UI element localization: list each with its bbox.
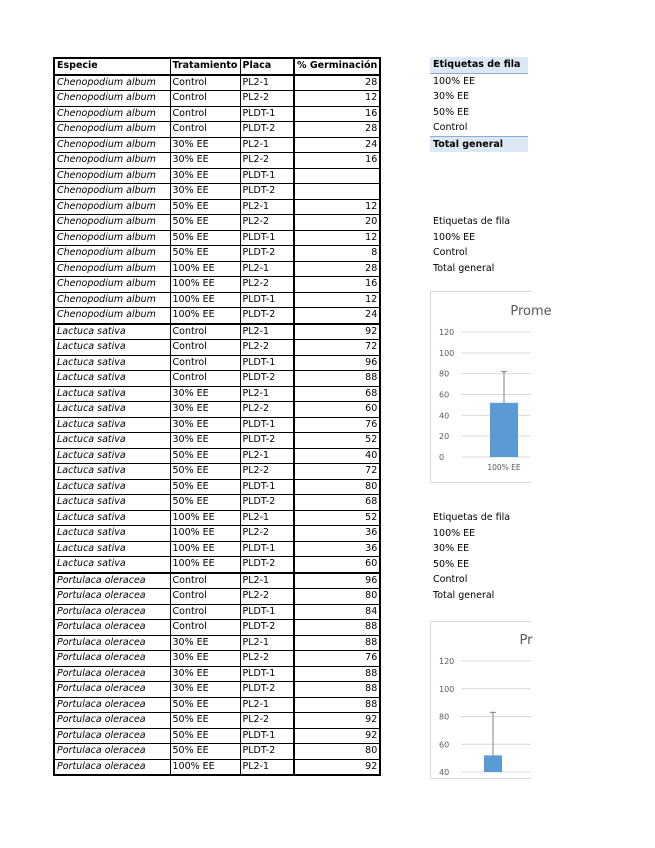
pivot3-item[interactable]: Control bbox=[433, 574, 468, 585]
chart-2-svg bbox=[431, 622, 531, 778]
cell-tratamiento[interactable]: Control bbox=[170, 620, 240, 636]
cell-tratamiento[interactable]: Control bbox=[170, 371, 240, 387]
cell-tratamiento[interactable]: 100% EE bbox=[170, 308, 240, 324]
cell-tratamiento[interactable]: 50% EE bbox=[170, 728, 240, 744]
cell-placa[interactable]: PL2-2 bbox=[240, 402, 294, 418]
cell-placa[interactable]: PL2-2 bbox=[240, 651, 294, 667]
cell-germinacion[interactable]: 36 bbox=[294, 541, 380, 557]
cell-tratamiento[interactable]: Control bbox=[170, 355, 240, 371]
cell-placa[interactable]: PL2-1 bbox=[240, 386, 294, 402]
cell-especie[interactable]: Chenopodium album bbox=[54, 137, 170, 153]
cell-tratamiento[interactable]: 30% EE bbox=[170, 168, 240, 184]
cell-tratamiento[interactable]: 50% EE bbox=[170, 495, 240, 511]
cell-tratamiento[interactable]: 50% EE bbox=[170, 215, 240, 231]
average-chart-1[interactable] bbox=[430, 291, 552, 483]
cell-placa[interactable]: PLDT-2 bbox=[240, 557, 294, 573]
cell-germinacion[interactable]: 92 bbox=[294, 713, 380, 729]
cell-tratamiento[interactable]: 100% EE bbox=[170, 526, 240, 542]
cell-tratamiento[interactable]: 30% EE bbox=[170, 666, 240, 682]
table-row bbox=[54, 324, 380, 340]
cell-germinacion[interactable] bbox=[294, 184, 380, 200]
cell-placa[interactable]: PLDT-2 bbox=[240, 620, 294, 636]
cell-placa[interactable]: PL2-2 bbox=[240, 215, 294, 231]
cell-tratamiento[interactable]: 100% EE bbox=[170, 759, 240, 775]
chart-1-svg bbox=[431, 292, 552, 482]
cell-germinacion[interactable]: 72 bbox=[294, 340, 380, 356]
cell-especie[interactable]: Portulaca oleracea bbox=[54, 682, 170, 698]
cell-germinacion[interactable]: 68 bbox=[294, 386, 380, 402]
cell-placa[interactable]: PL2-1 bbox=[240, 759, 294, 775]
cell-especie[interactable]: Portulaca oleracea bbox=[54, 666, 170, 682]
cell-tratamiento[interactable]: 30% EE bbox=[170, 184, 240, 200]
cell-especie[interactable]: Chenopodium album bbox=[54, 106, 170, 122]
cell-placa[interactable]: PLDT-1 bbox=[240, 417, 294, 433]
cell-placa[interactable]: PLDT-1 bbox=[240, 106, 294, 122]
cell-especie[interactable]: Chenopodium album bbox=[54, 184, 170, 200]
cell-germinacion[interactable]: 36 bbox=[294, 526, 380, 542]
pivot3-item[interactable]: 30% EE bbox=[433, 543, 470, 554]
table-row bbox=[54, 386, 380, 402]
table-row bbox=[54, 541, 380, 557]
pivot3-total[interactable]: Total general bbox=[433, 589, 495, 601]
cell-especie[interactable]: Portulaca oleracea bbox=[54, 604, 170, 620]
cell-especie[interactable]: Chenopodium album bbox=[54, 292, 170, 308]
cell-germinacion[interactable]: 24 bbox=[294, 308, 380, 324]
cell-especie[interactable]: Lactuca sativa bbox=[54, 541, 170, 557]
cell-germinacion[interactable]: 88 bbox=[294, 635, 380, 651]
cell-placa[interactable]: PL2-1 bbox=[240, 199, 294, 215]
pivot3-item[interactable]: 50% EE bbox=[433, 558, 470, 570]
y-tick-label: 60 bbox=[439, 740, 450, 750]
x-category-label: 100% EE bbox=[487, 463, 521, 472]
cell-germinacion[interactable]: 24 bbox=[294, 137, 380, 153]
cell-tratamiento[interactable]: Control bbox=[170, 106, 240, 122]
cell-placa[interactable]: PLDT-2 bbox=[240, 371, 294, 387]
chart-title: Prome bbox=[510, 304, 552, 319]
cell-placa[interactable]: PL2-1 bbox=[240, 261, 294, 277]
cell-germinacion[interactable]: 92 bbox=[294, 759, 380, 775]
cell-tratamiento[interactable]: 30% EE bbox=[170, 635, 240, 651]
pivot1-item[interactable]: 30% EE bbox=[433, 91, 470, 102]
cell-especie[interactable]: Chenopodium album bbox=[54, 230, 170, 246]
y-tick-label: 100 bbox=[439, 348, 455, 358]
cell-tratamiento[interactable]: 100% EE bbox=[170, 541, 240, 557]
cell-especie[interactable]: Lactuca sativa bbox=[54, 386, 170, 402]
table-row bbox=[54, 479, 380, 495]
cell-germinacion[interactable]: 76 bbox=[294, 651, 380, 667]
bar bbox=[490, 403, 518, 457]
pivot1-item[interactable]: Control bbox=[433, 122, 468, 133]
cell-tratamiento[interactable]: 50% EE bbox=[170, 744, 240, 760]
y-tick-label: 120 bbox=[439, 657, 455, 666]
cell-especie[interactable]: Chenopodium album bbox=[54, 168, 170, 184]
average-chart-2[interactable] bbox=[430, 621, 531, 779]
cell-placa[interactable]: PLDT-2 bbox=[240, 122, 294, 138]
table-row bbox=[54, 137, 380, 153]
cell-especie[interactable]: Lactuca sativa bbox=[54, 340, 170, 356]
cell-placa[interactable]: PLDT-1 bbox=[240, 355, 294, 371]
pivot-table-1 bbox=[430, 57, 528, 152]
table-row bbox=[54, 371, 380, 387]
table-row bbox=[54, 340, 380, 356]
cell-especie[interactable]: Lactuca sativa bbox=[54, 557, 170, 573]
cell-especie[interactable]: Chenopodium album bbox=[54, 261, 170, 277]
cell-placa[interactable]: PLDT-1 bbox=[240, 168, 294, 184]
cell-germinacion[interactable]: 88 bbox=[294, 697, 380, 713]
cell-germinacion[interactable] bbox=[294, 168, 380, 184]
table-row bbox=[54, 526, 380, 542]
cell-tratamiento[interactable]: 30% EE bbox=[170, 137, 240, 153]
cell-especie[interactable]: Lactuca sativa bbox=[54, 495, 170, 511]
cell-tratamiento[interactable]: 50% EE bbox=[170, 448, 240, 464]
cell-tratamiento[interactable]: Control bbox=[170, 573, 240, 589]
pivot2-total[interactable]: Total general bbox=[433, 262, 495, 274]
cell-placa[interactable]: PL2-1 bbox=[240, 324, 294, 340]
cell-especie[interactable]: Lactuca sativa bbox=[54, 402, 170, 418]
table-row bbox=[54, 292, 380, 308]
cell-placa[interactable]: PL2-1 bbox=[240, 510, 294, 526]
cell-tratamiento[interactable]: 100% EE bbox=[170, 261, 240, 277]
table-row bbox=[54, 417, 380, 433]
cell-placa[interactable]: PL2-2 bbox=[240, 153, 294, 169]
table-row bbox=[54, 433, 380, 449]
table-row bbox=[54, 106, 380, 122]
pivot-table-2 bbox=[430, 214, 528, 276]
table-row bbox=[54, 464, 380, 480]
cell-germinacion[interactable]: 60 bbox=[294, 557, 380, 573]
table-row bbox=[54, 697, 380, 713]
cell-especie[interactable]: Lactuca sativa bbox=[54, 464, 170, 480]
pivot2-item[interactable]: Control bbox=[433, 247, 468, 258]
cell-tratamiento[interactable]: 30% EE bbox=[170, 402, 240, 418]
table-row bbox=[54, 122, 380, 138]
germination-table bbox=[53, 57, 381, 776]
y-tick-label: 100 bbox=[439, 684, 455, 694]
table-header-row bbox=[54, 58, 380, 75]
pivot2-header[interactable]: Etiquetas de fila bbox=[433, 216, 511, 227]
cell-placa[interactable]: PLDT-2 bbox=[240, 308, 294, 324]
cell-germinacion[interactable]: 88 bbox=[294, 666, 380, 682]
cell-germinacion[interactable]: 16 bbox=[294, 277, 380, 293]
cell-germinacion[interactable]: 28 bbox=[294, 122, 380, 138]
cell-germinacion[interactable]: 28 bbox=[294, 261, 380, 277]
cell-germinacion[interactable]: 76 bbox=[294, 417, 380, 433]
cell-germinacion[interactable]: 8 bbox=[294, 246, 380, 262]
cell-especie[interactable]: Portulaca oleracea bbox=[54, 635, 170, 651]
cell-tratamiento[interactable]: 50% EE bbox=[170, 464, 240, 480]
pivot2-item[interactable]: 100% EE bbox=[433, 231, 476, 243]
pivot1-total[interactable]: Total general bbox=[430, 136, 528, 153]
cell-germinacion[interactable]: 92 bbox=[294, 324, 380, 340]
cell-especie[interactable]: Portulaca oleracea bbox=[54, 744, 170, 760]
cell-especie[interactable]: Chenopodium album bbox=[54, 199, 170, 215]
cell-especie[interactable]: Lactuca sativa bbox=[54, 433, 170, 449]
table-row bbox=[54, 635, 380, 651]
cell-especie[interactable]: Lactuca sativa bbox=[54, 417, 170, 433]
cell-placa[interactable]: PL2-1 bbox=[240, 75, 294, 91]
table-row bbox=[54, 713, 380, 729]
cell-especie[interactable]: Chenopodium album bbox=[54, 75, 170, 91]
cell-tratamiento[interactable]: 50% EE bbox=[170, 199, 240, 215]
cell-germinacion[interactable]: 88 bbox=[294, 371, 380, 387]
cell-germinacion[interactable]: 96 bbox=[294, 355, 380, 371]
cell-germinacion[interactable]: 96 bbox=[294, 573, 380, 589]
table-row bbox=[54, 75, 380, 91]
cell-tratamiento[interactable]: 50% EE bbox=[170, 713, 240, 729]
cell-especie[interactable]: Lactuca sativa bbox=[54, 324, 170, 340]
header-tratamiento[interactable]: Tratamiento bbox=[170, 58, 240, 75]
table-row bbox=[54, 215, 380, 231]
cell-placa[interactable]: PLDT-2 bbox=[240, 433, 294, 449]
y-tick-label: 80 bbox=[439, 369, 450, 379]
cell-germinacion[interactable]: 12 bbox=[294, 292, 380, 308]
cell-especie[interactable]: Chenopodium album bbox=[54, 308, 170, 324]
y-tick-label: 80 bbox=[439, 712, 450, 722]
header-especie[interactable]: Especie bbox=[54, 58, 170, 75]
cell-germinacion[interactable]: 16 bbox=[294, 153, 380, 169]
cell-especie[interactable]: Portulaca oleracea bbox=[54, 728, 170, 744]
table-row bbox=[54, 277, 380, 293]
cell-especie[interactable]: Lactuca sativa bbox=[54, 448, 170, 464]
pivot1-item[interactable]: 50% EE bbox=[433, 106, 470, 118]
pivot1-header[interactable]: Etiquetas de fila bbox=[430, 57, 528, 74]
cell-germinacion[interactable]: 28 bbox=[294, 75, 380, 91]
cell-tratamiento[interactable]: 100% EE bbox=[170, 510, 240, 526]
cell-germinacion[interactable]: 60 bbox=[294, 402, 380, 418]
cell-tratamiento[interactable]: Control bbox=[170, 75, 240, 91]
cell-placa[interactable]: PLDT-1 bbox=[240, 479, 294, 495]
cell-especie[interactable]: Lactuca sativa bbox=[54, 526, 170, 542]
table-row bbox=[54, 620, 380, 636]
cell-germinacion[interactable]: 52 bbox=[294, 510, 380, 526]
cell-tratamiento[interactable]: Control bbox=[170, 91, 240, 107]
cell-tratamiento[interactable]: 30% EE bbox=[170, 386, 240, 402]
cell-placa[interactable]: PL2-2 bbox=[240, 277, 294, 293]
cell-tratamiento[interactable]: 50% EE bbox=[170, 697, 240, 713]
table-row bbox=[54, 261, 380, 277]
table-row bbox=[54, 728, 380, 744]
cell-especie[interactable]: Lactuca sativa bbox=[54, 355, 170, 371]
cell-placa[interactable]: PL2-2 bbox=[240, 91, 294, 107]
table-row bbox=[54, 91, 380, 107]
cell-placa[interactable]: PLDT-1 bbox=[240, 666, 294, 682]
cell-especie[interactable]: Portulaca oleracea bbox=[54, 620, 170, 636]
table-row bbox=[54, 589, 380, 605]
table-row bbox=[54, 402, 380, 418]
cell-germinacion[interactable]: 80 bbox=[294, 589, 380, 605]
cell-especie[interactable]: Chenopodium album bbox=[54, 91, 170, 107]
table-row bbox=[54, 604, 380, 620]
cell-germinacion[interactable]: 12 bbox=[294, 91, 380, 107]
cell-tratamiento[interactable]: 30% EE bbox=[170, 651, 240, 667]
pivot1-item[interactable]: 100% EE bbox=[433, 75, 476, 87]
table-row bbox=[54, 510, 380, 526]
cell-placa[interactable]: PL2-2 bbox=[240, 526, 294, 542]
pivot-table-3 bbox=[430, 510, 528, 603]
bar bbox=[484, 755, 502, 772]
cell-tratamiento[interactable]: 100% EE bbox=[170, 292, 240, 308]
table-row bbox=[54, 355, 380, 371]
cell-especie[interactable]: Chenopodium album bbox=[54, 277, 170, 293]
cell-especie[interactable]: Portulaca oleracea bbox=[54, 697, 170, 713]
cell-especie[interactable]: Chenopodium album bbox=[54, 246, 170, 262]
cell-placa[interactable]: PLDT-1 bbox=[240, 604, 294, 620]
pivot3-item[interactable]: 100% EE bbox=[433, 527, 476, 539]
cell-especie[interactable]: Lactuca sativa bbox=[54, 479, 170, 495]
cell-tratamiento[interactable]: 50% EE bbox=[170, 479, 240, 495]
y-tick-label: 60 bbox=[439, 390, 450, 400]
cell-especie[interactable]: Portulaca oleracea bbox=[54, 759, 170, 775]
table-row bbox=[54, 184, 380, 200]
cell-tratamiento[interactable]: 100% EE bbox=[170, 277, 240, 293]
table-row bbox=[54, 246, 380, 262]
y-tick-label: 40 bbox=[439, 768, 450, 777]
cell-germinacion[interactable]: 52 bbox=[294, 433, 380, 449]
cell-placa[interactable]: PLDT-2 bbox=[240, 682, 294, 698]
cell-placa[interactable]: PL2-1 bbox=[240, 635, 294, 651]
table-row bbox=[54, 230, 380, 246]
header-germinacion[interactable]: % Germinación bbox=[294, 58, 380, 75]
cell-placa[interactable]: PL2-2 bbox=[240, 589, 294, 605]
header-placa[interactable]: Placa bbox=[240, 58, 294, 75]
cell-tratamiento[interactable]: 30% EE bbox=[170, 417, 240, 433]
cell-germinacion[interactable]: 84 bbox=[294, 604, 380, 620]
cell-placa[interactable]: PLDT-2 bbox=[240, 246, 294, 262]
cell-germinacion[interactable]: 68 bbox=[294, 495, 380, 511]
cell-tratamiento[interactable]: Control bbox=[170, 589, 240, 605]
cell-placa[interactable]: PL2-1 bbox=[240, 573, 294, 589]
cell-germinacion[interactable]: 12 bbox=[294, 230, 380, 246]
cell-tratamiento[interactable]: 50% EE bbox=[170, 246, 240, 262]
cell-tratamiento[interactable]: 30% EE bbox=[170, 433, 240, 449]
cell-germinacion[interactable]: 80 bbox=[294, 744, 380, 760]
cell-especie[interactable]: Lactuca sativa bbox=[54, 371, 170, 387]
cell-placa[interactable]: PL2-1 bbox=[240, 697, 294, 713]
cell-germinacion[interactable]: 12 bbox=[294, 199, 380, 215]
cell-germinacion[interactable]: 88 bbox=[294, 620, 380, 636]
cell-placa[interactable]: PLDT-2 bbox=[240, 495, 294, 511]
cell-placa[interactable]: PL2-2 bbox=[240, 713, 294, 729]
y-tick-label: 20 bbox=[439, 432, 450, 442]
cell-especie[interactable]: Lactuca sativa bbox=[54, 510, 170, 526]
cell-germinacion[interactable]: 16 bbox=[294, 106, 380, 122]
cell-tratamiento[interactable]: Control bbox=[170, 340, 240, 356]
cell-especie[interactable]: Chenopodium album bbox=[54, 122, 170, 138]
y-tick-label: 40 bbox=[439, 411, 450, 421]
cell-placa[interactable]: PLDT-1 bbox=[240, 728, 294, 744]
table-row bbox=[54, 682, 380, 698]
table-row bbox=[54, 651, 380, 667]
cell-placa[interactable]: PL2-1 bbox=[240, 448, 294, 464]
cell-placa[interactable]: PL2-2 bbox=[240, 464, 294, 480]
cell-germinacion[interactable]: 40 bbox=[294, 448, 380, 464]
cell-germinacion[interactable]: 88 bbox=[294, 682, 380, 698]
y-tick-label: 120 bbox=[439, 328, 455, 337]
cell-placa[interactable]: PLDT-1 bbox=[240, 541, 294, 557]
cell-tratamiento[interactable]: 30% EE bbox=[170, 682, 240, 698]
table-row bbox=[54, 308, 380, 324]
cell-tratamiento[interactable]: Control bbox=[170, 324, 240, 340]
cell-especie[interactable]: Chenopodium album bbox=[54, 215, 170, 231]
table-row bbox=[54, 666, 380, 682]
cell-tratamiento[interactable]: Control bbox=[170, 122, 240, 138]
table-row bbox=[54, 153, 380, 169]
cell-tratamiento[interactable]: 50% EE bbox=[170, 230, 240, 246]
table-row bbox=[54, 168, 380, 184]
table-row bbox=[54, 557, 380, 573]
cell-germinacion[interactable]: 92 bbox=[294, 728, 380, 744]
table-row bbox=[54, 759, 380, 775]
cell-germinacion[interactable]: 72 bbox=[294, 464, 380, 480]
pivot3-header[interactable]: Etiquetas de fila bbox=[433, 512, 511, 523]
table-row bbox=[54, 199, 380, 215]
cell-placa[interactable]: PL2-2 bbox=[240, 340, 294, 356]
chart-title: Pr bbox=[519, 633, 533, 648]
cell-placa[interactable]: PL2-1 bbox=[240, 137, 294, 153]
cell-placa[interactable]: PLDT-1 bbox=[240, 292, 294, 308]
table-row bbox=[54, 744, 380, 760]
table-row bbox=[54, 573, 380, 589]
cell-especie[interactable]: Chenopodium album bbox=[54, 153, 170, 169]
cell-placa[interactable]: PLDT-2 bbox=[240, 184, 294, 200]
cell-placa[interactable]: PLDT-2 bbox=[240, 744, 294, 760]
cell-especie[interactable]: Portulaca oleracea bbox=[54, 713, 170, 729]
y-tick-label: 0 bbox=[439, 453, 445, 462]
cell-tratamiento[interactable]: Control bbox=[170, 604, 240, 620]
cell-placa[interactable]: PLDT-1 bbox=[240, 230, 294, 246]
cell-especie[interactable]: Portulaca oleracea bbox=[54, 573, 170, 589]
cell-tratamiento[interactable]: 30% EE bbox=[170, 153, 240, 169]
cell-germinacion[interactable]: 20 bbox=[294, 215, 380, 231]
cell-tratamiento[interactable]: 100% EE bbox=[170, 557, 240, 573]
cell-especie[interactable]: Portulaca oleracea bbox=[54, 651, 170, 667]
table-row bbox=[54, 448, 380, 464]
cell-germinacion[interactable]: 80 bbox=[294, 479, 380, 495]
table-row bbox=[54, 495, 380, 511]
cell-especie[interactable]: Portulaca oleracea bbox=[54, 589, 170, 605]
